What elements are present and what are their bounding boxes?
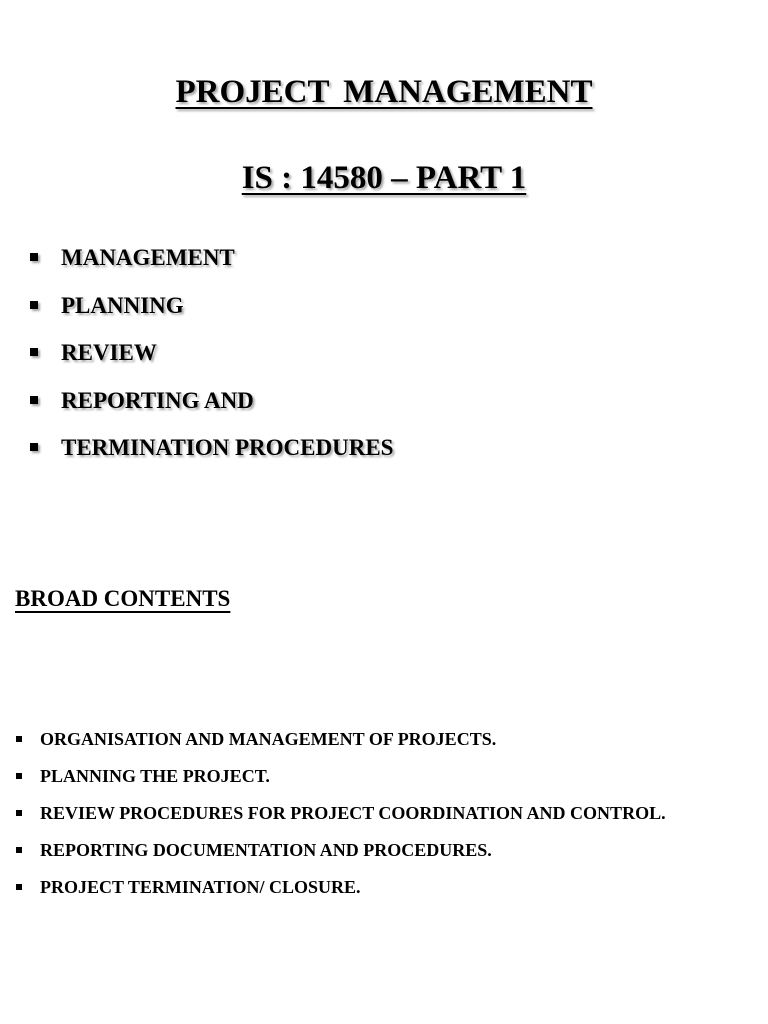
contents-label: REPORTING DOCUMENTATION AND PROCEDURES.	[40, 840, 492, 860]
contents-label: PROJECT TERMINATION/ CLOSURE.	[40, 877, 361, 897]
topic-label: REVIEW	[61, 340, 157, 365]
topic-list	[28, 240, 393, 478]
square-bullet-icon	[30, 396, 38, 404]
topic-item	[28, 240, 393, 288]
topic-label: TERMINATION PROCEDURES	[61, 435, 394, 460]
contents-item	[14, 721, 754, 758]
page-title: PROJECT MANAGEMENT	[175, 74, 593, 110]
square-bullet-icon	[16, 773, 22, 779]
contents-label: PLANNING THE PROJECT.	[40, 766, 270, 786]
square-bullet-icon	[30, 348, 38, 356]
square-bullet-icon	[16, 884, 22, 890]
topic-item	[28, 430, 393, 478]
square-bullet-icon	[30, 443, 38, 451]
contents-list	[14, 721, 754, 906]
section-heading: BROAD CONTENTS	[15, 586, 231, 611]
contents-item	[14, 795, 754, 832]
topic-label: MANAGEMENT	[61, 245, 235, 270]
standard-subtitle: IS : 14580 – PART 1	[241, 160, 527, 196]
square-bullet-icon	[16, 847, 22, 853]
topic-item	[28, 383, 393, 431]
contents-item	[14, 832, 754, 869]
square-bullet-icon	[16, 736, 22, 742]
topic-item	[28, 335, 393, 383]
contents-label: ORGANISATION AND MANAGEMENT OF PROJECTS.	[40, 729, 497, 749]
topic-item	[28, 288, 393, 336]
square-bullet-icon	[16, 810, 22, 816]
topic-label: REPORTING AND	[61, 387, 254, 413]
contents-item	[14, 758, 754, 795]
contents-label: REVIEW PROCEDURES FOR PROJECT COORDINATION AND CONTROL.	[40, 803, 666, 823]
square-bullet-icon	[30, 301, 38, 309]
square-bullet-icon	[30, 253, 38, 261]
topic-label: PLANNING	[61, 292, 184, 318]
contents-item	[14, 869, 754, 906]
